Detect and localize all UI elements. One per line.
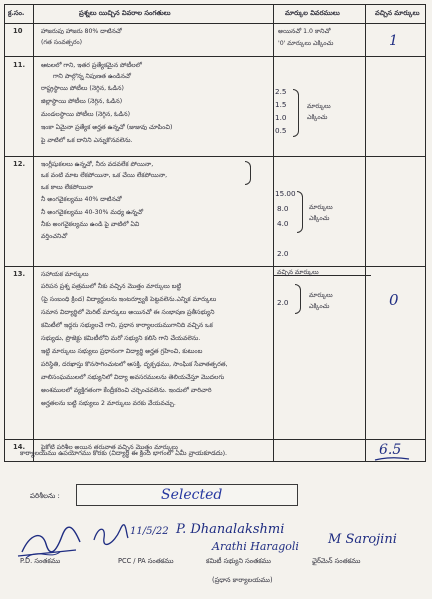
sub-header: వచ్చిన మార్కులు <box>277 269 319 276</box>
marks-value: 8.0 <box>277 204 289 213</box>
marks-value: 2.0 <box>277 298 289 307</box>
row-title: సహాయక మార్కులు <box>41 271 89 278</box>
row-text: ఇట్టి మార్కులు సభ్యులు ప్రధానంగా విద్యార్థి అర్హత గ్రహించి, కుటుంబ <box>41 348 203 355</box>
total-marks: 6.5 <box>379 442 402 458</box>
row-text: జిల్లాస్థాయి పోటీలు (నెగ్గిన, ఓడిన) <box>41 98 123 105</box>
col-divider <box>365 5 366 461</box>
row-text: అంశములలో వ్యక్తిగతంగా కేంద్రీకరించి చర్చించవలెను. ఇందులో వారిచారి <box>41 387 212 394</box>
marks-value: 1.5 <box>275 100 287 109</box>
col-divider <box>273 5 274 461</box>
brace <box>293 89 299 137</box>
label-pd: P.D. సంతకము <box>20 557 61 565</box>
signature-pcc <box>90 520 130 548</box>
marks-text: '0' మార్కులు ఎక్కించు <box>278 40 334 47</box>
signature-name: P. Dhanalakshmi <box>176 522 285 537</box>
row-text: ఇంగ్లీషుకలలు ఉన్నచో, నీరు వదవలేక పోయినా, <box>41 161 154 168</box>
row-divider <box>5 23 425 24</box>
row-text: నీ అంగవైకల్యము 40-30% మధ్య ఉన్నచో <box>41 209 144 216</box>
marks-value: 15.00 <box>275 189 296 198</box>
row-number: 10 <box>13 27 23 35</box>
row-text: గాని పాల్గొన్న నిపుణత ఉండినచో <box>53 73 131 80</box>
header-sno: క్ర.సం. <box>8 9 25 17</box>
row-text: ఆటలలో గాని, ఇతర ప్రత్యేకమైన పోటీలలో <box>41 62 142 69</box>
row-text: అర్హతలను బట్టి సభ్యులు 2 మార్కులు వరకు వేయవచ్చు. <box>41 400 176 407</box>
row-text: రాష్ట్రస్థాయి పోటీలు (నెగ్గిన, ఓడిన) <box>41 85 124 92</box>
row-text: సభ్యుడు, ప్రొజెక్టు కమిటీలోని మరో సభ్యుని కలిసి గాని చేయవలెను. <box>41 335 201 342</box>
row-divider <box>5 156 425 157</box>
row-text: పైకోటి పరిశీల అయిన తరువాత వచ్చిన మొత్తం మార్కులు <box>41 444 178 451</box>
result-box <box>76 484 298 506</box>
row-text: వర్తించనిచో <box>41 233 68 240</box>
awarded-marks: 0 <box>389 291 399 309</box>
signature-pd <box>16 522 86 562</box>
row-text: (పై సంబంధి క్రింద) విద్యార్థులను ఇంటర్వ్యూకి పెట్టవలెను.ఎన్నిక మార్కులు <box>41 296 217 303</box>
marks-value: 0.5 <box>275 126 287 135</box>
label-chairman: ఛైర్‌మెన్ సంతకము <box>312 557 361 565</box>
row-text: పరిస్థితి, దరఖాస్తు కొనసాగించుటలో ఆసక్తి, దృక్పథము, సాంఘిక సేవాతత్పరత, <box>41 361 228 368</box>
underline-stroke <box>373 455 413 463</box>
marks-note: మార్కులు <box>309 204 333 211</box>
row-number: 13. <box>13 270 26 278</box>
signature-date: 11/5/22 <box>130 526 169 537</box>
brace <box>295 284 301 314</box>
awarded-marks: 1 <box>389 33 398 49</box>
header-param: ప్రశ్నలు యిచ్చిన వివరాల సంగతులు <box>79 9 171 17</box>
result-label: పరిశీలను : <box>30 492 60 500</box>
row-text: హాజరుపు హాజరు 80% దాటినచో <box>41 28 122 35</box>
marks-value: 4.0 <box>277 219 289 228</box>
label-office: (ప్రధాన కార్యాలయము) <box>212 576 273 584</box>
col-divider <box>33 5 34 461</box>
header-marks-detail: మార్కుల వివరములు <box>285 9 340 17</box>
office-use-note: కార్యాలయము ఉపయోగము కొరకు (విద్యార్థి ఈ క్రింది భాగంలో ఏమీ వ్రాయకూడదు). <box>20 449 228 457</box>
row-text: పరిపన ప్రశ్న పత్రములో నీకు వచ్చిన మొత్తం మార్కులు బట్టి <box>41 283 182 290</box>
marks-note: ఎక్కించు <box>307 114 328 121</box>
row-text: నీకు అంగవైకల్యము ఉండి పై వాటిలో ఏవి <box>41 221 140 228</box>
row-number: 11. <box>13 61 26 69</box>
signature-name: Arathi Haragoli <box>212 540 299 553</box>
row-text: పై వాటిలో ఒక దానిని ఎన్నుకొనవలెను. <box>41 137 133 144</box>
marks-note: మార్కులు <box>309 292 333 299</box>
row-number: 12. <box>13 160 26 168</box>
row-number: 14. <box>13 443 26 451</box>
row-divider <box>5 266 425 267</box>
row-text: (గత సంవత్సరం) <box>41 39 83 46</box>
marks-value: 2.5 <box>275 87 287 96</box>
signature-name: M Sarojini <box>328 532 397 547</box>
row-text: కమిటీలో ఇద్దరు సభ్యులచే గాని, ప్రధాన కార్యాలయముగానిది వచ్చిన ఒక <box>41 322 213 329</box>
header-marks-awarded: వచ్చిన మార్కులు <box>375 9 420 17</box>
row-text: మండలస్థాయి పోటీలు (నెగ్గిన, ఓడిన) <box>41 111 131 118</box>
marks-value: 2.0 <box>277 249 289 258</box>
label-member: కమిటీ సభ్యుని సంతకము <box>206 557 271 565</box>
marks-table <box>4 4 426 462</box>
row-text: ఇంకా ఏమైనా ప్రత్యేక అర్హత ఉన్నచో (జుజువు చూపించి) <box>41 124 173 131</box>
label-pcc: PCC / PA సంతకము <box>118 557 174 565</box>
brace <box>297 191 303 233</box>
row-divider <box>5 439 425 440</box>
row-text: నీ అంగవైకల్యము 40% దాటినచో <box>41 196 122 203</box>
row-text: ఒక వంటి మాట లేకపోయినా, ఒక చేయి లేకపోయినా, <box>41 172 168 179</box>
row-text: సమాన విద్యార్థిలో మెరిట్ మార్కులు అయినచో ఈ సంభాషణ ప్రతీసభ్యుని <box>41 309 215 316</box>
row-divider <box>5 56 425 57</box>
brace <box>245 161 251 185</box>
marks-value: 1.0 <box>275 113 287 122</box>
result-value: Selected <box>161 487 223 503</box>
row-text: ఒక కాలు లేకపోయినా <box>41 184 93 191</box>
row-text: వాలిసంఘములలో సభ్యునిలో విద్యా అవసరములను తెలియచేస్తూ మొదలగు <box>41 374 225 381</box>
marks-text: అయినచో 1.0 కానిచో <box>278 28 331 35</box>
marks-note: ఎక్కించు <box>309 215 330 222</box>
marks-note: ఎక్కించు <box>309 303 330 310</box>
marks-note: మార్కులు <box>307 103 331 110</box>
